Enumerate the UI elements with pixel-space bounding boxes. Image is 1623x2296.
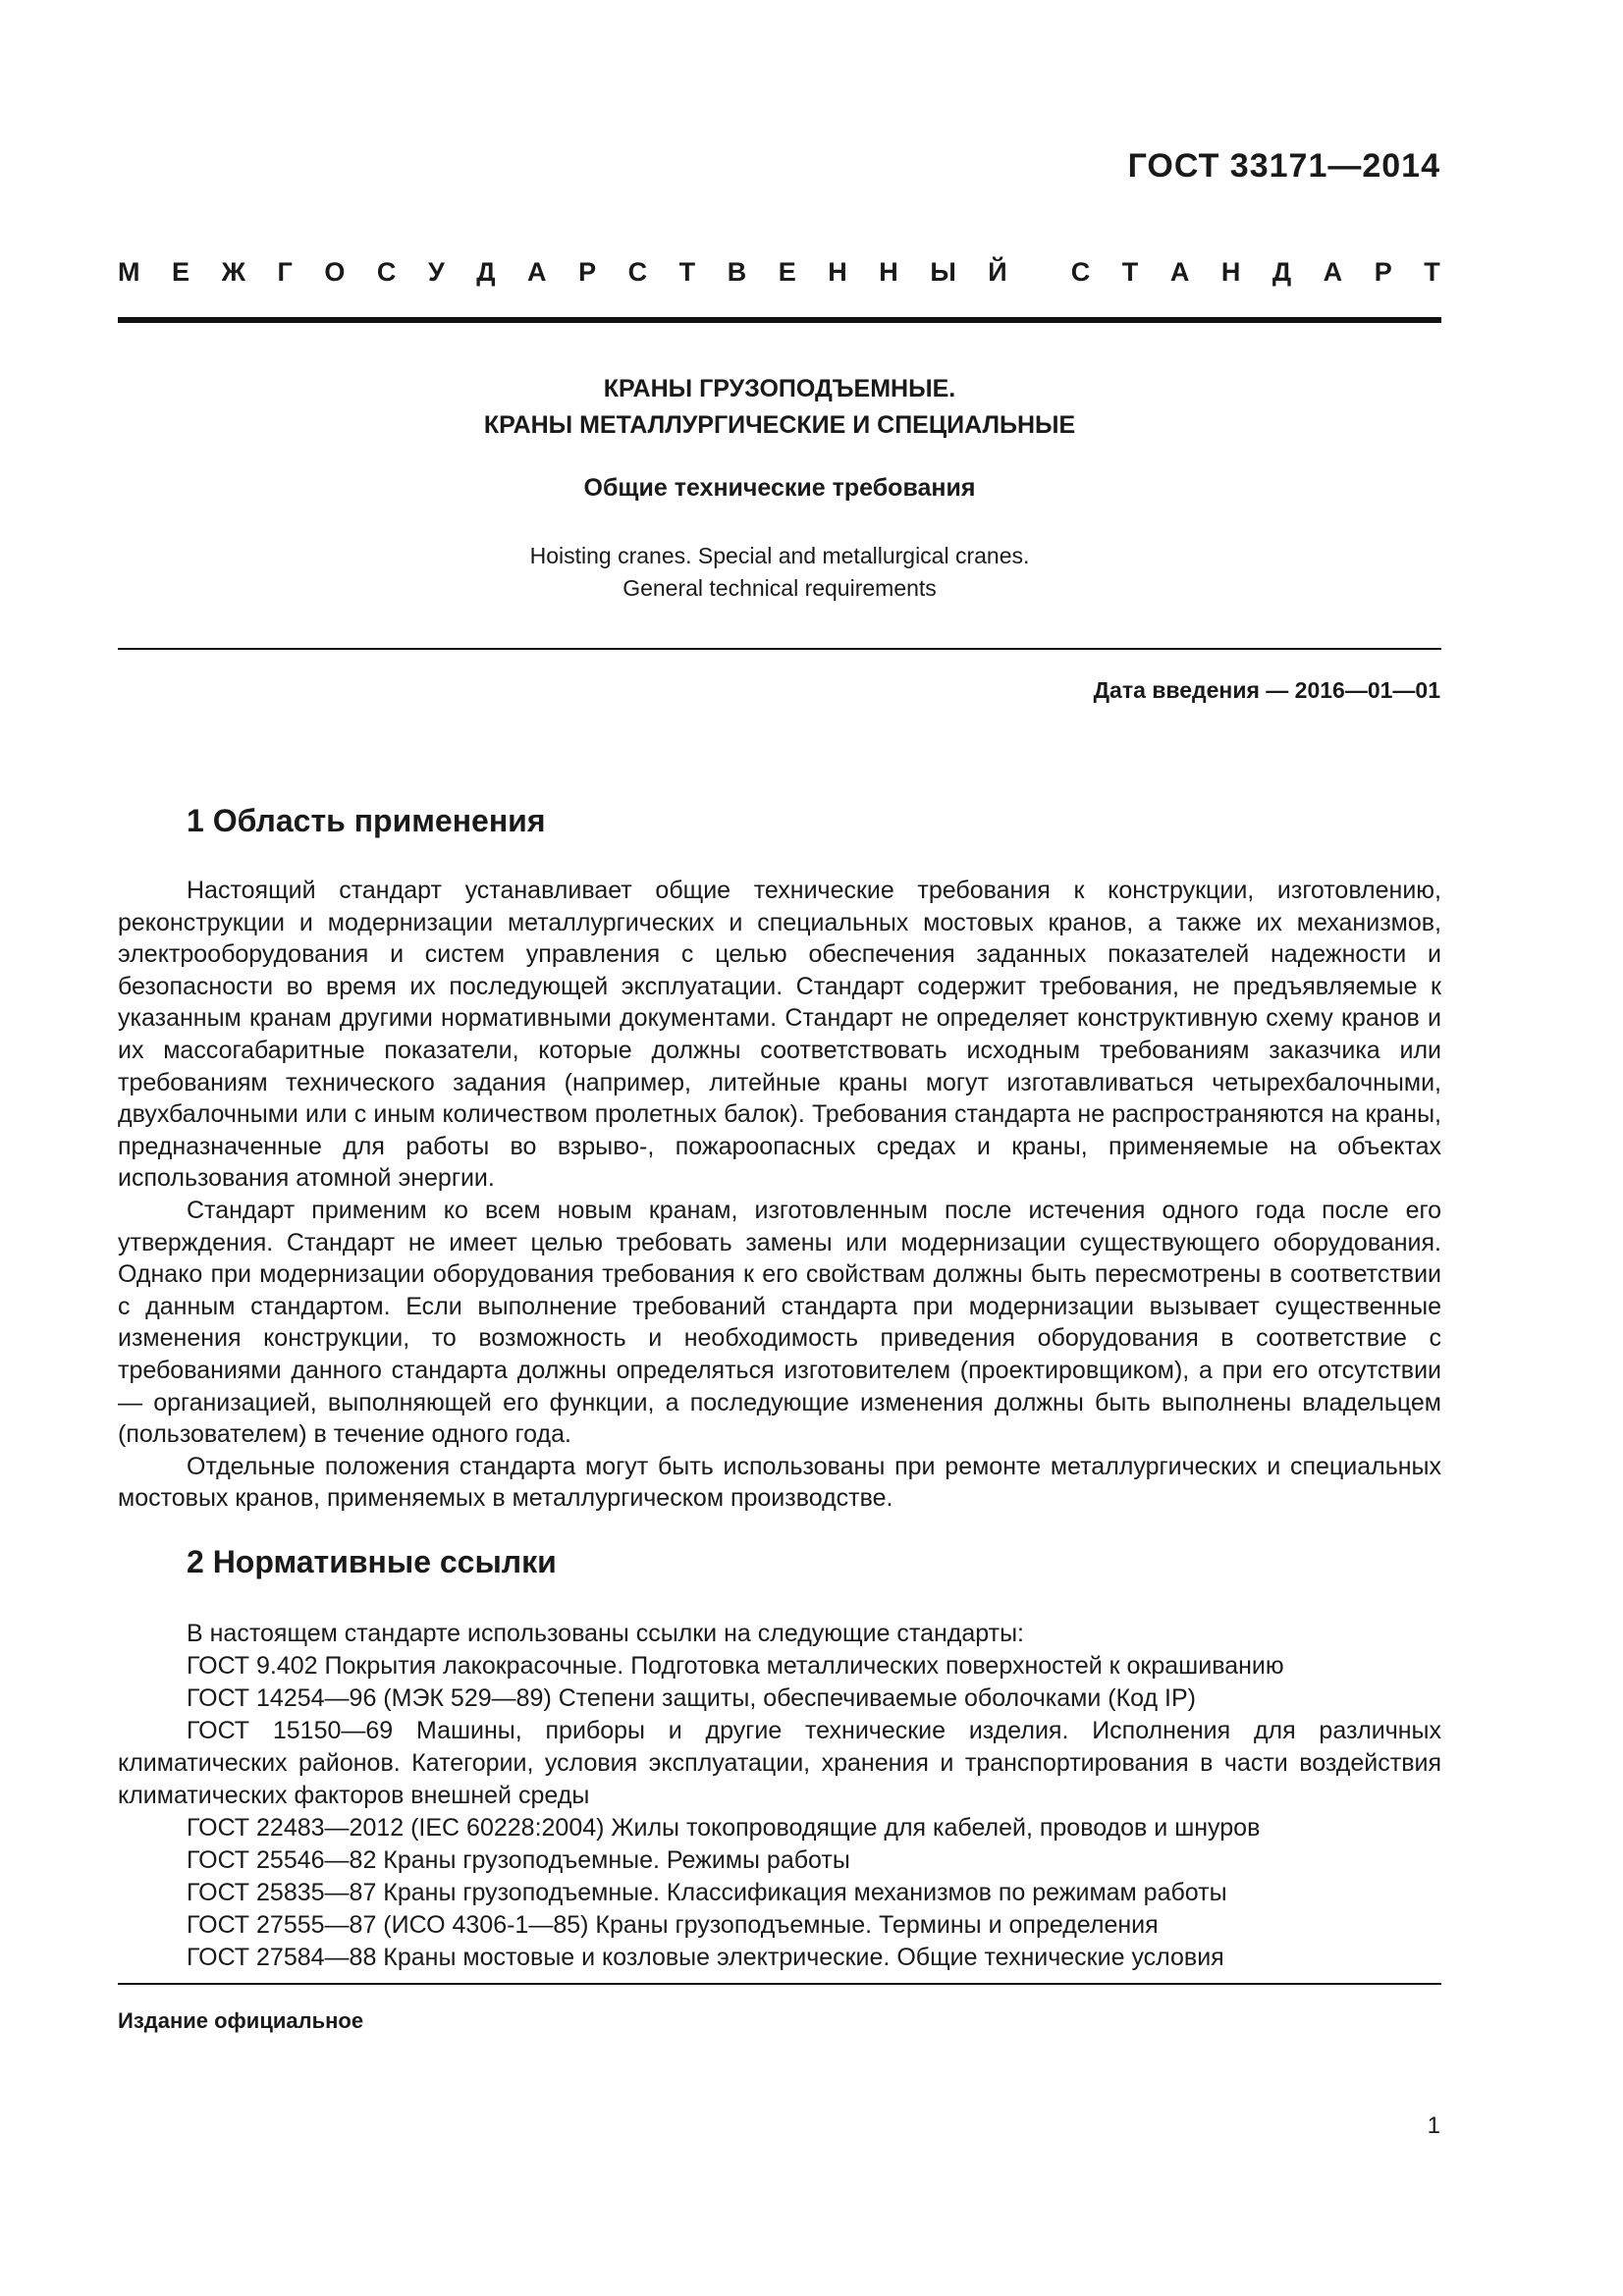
reference-item: ГОСТ 25835—87 Краны грузоподъемные. Классификация механизмов по режимам работы xyxy=(187,1879,1227,1906)
english-title-line-2: General technical requirements xyxy=(622,575,937,601)
footer-divider xyxy=(118,1983,1441,1985)
reference-item: ГОСТ 15150—69 Машины, приборы и другие технические изделия. Исполнения для различных климатических районов. Категории, условия эксплуатации, хранения и транспортирования в части воздействия климатических факторов внешней среды xyxy=(118,1717,1441,1809)
document-subtitle: Общие технические требования xyxy=(583,474,976,502)
reference-item: ГОСТ 14254—96 (МЭК 529—89) Степени защиты, обеспечиваемые оболочками (Код IP) xyxy=(187,1684,1197,1712)
introduction-date: Дата введения — 2016—01—01 xyxy=(1093,677,1440,703)
title-line-2: КРАНЫ МЕТАЛЛУРГИЧЕСКИЕ И СПЕЦИАЛЬНЫЕ xyxy=(483,411,1076,439)
section-2-heading: 2 Нормативные ссылки xyxy=(187,1544,557,1579)
heading-letter: Й xyxy=(988,257,1007,287)
heading-letter: А xyxy=(1323,257,1343,287)
heading-letter: Д xyxy=(1271,257,1292,287)
page-number: 1 xyxy=(1427,2112,1440,2139)
heading-letter: Т xyxy=(1424,257,1440,287)
title-line-1: КРАНЫ ГРУЗОПОДЪЕМНЫЕ. xyxy=(603,375,956,402)
official-edition-note: Издание официальное xyxy=(118,2008,364,2033)
heading-letter: Р xyxy=(578,257,597,287)
heading-letter: У xyxy=(427,257,445,287)
heading-letter: Е xyxy=(778,257,796,287)
reference-item: ГОСТ 22483—2012 (IEC 60228:2004) Жилы токопроводящие для кабелей, проводов и шнуров xyxy=(187,1814,1261,1842)
header-divider-thick xyxy=(118,317,1441,323)
interstate-standard-heading xyxy=(118,257,1440,288)
normative-references-list xyxy=(118,1618,1441,1974)
gost-number: ГОСТ 33171—2014 xyxy=(1127,147,1440,185)
section-1-heading: 1 Область применения xyxy=(187,803,546,838)
english-title xyxy=(118,540,1441,605)
heading-letter: Н xyxy=(879,257,898,287)
reference-item: ГОСТ 25546—82 Краны грузоподъемные. Режимы работы xyxy=(187,1846,850,1874)
heading-letter: М xyxy=(118,257,140,287)
heading-letter: Н xyxy=(1220,257,1241,287)
heading-letter: Т xyxy=(1121,257,1139,287)
reference-item: ГОСТ 9.402 Покрытия лакокрасочные. Подготовка металлических поверхностей к окрашиванию xyxy=(187,1652,1284,1680)
heading-letter: С xyxy=(627,257,648,287)
heading-letter: Ж xyxy=(221,257,245,287)
section-1-body xyxy=(118,875,1441,1515)
reference-item: ГОСТ 27555—87 (ИСО 4306-1—85) Краны грузоподъемные. Термины и определения xyxy=(187,1911,1159,1939)
heading-letter: Е xyxy=(172,257,190,287)
heading-letter: Р xyxy=(1374,257,1392,287)
heading-letter: А xyxy=(527,257,547,287)
paragraph: Отдельные положения стандарта могут быть использованы при ремонте металлургических и специальных мостовых кранов, применяемых в металлургическом производстве. xyxy=(118,1452,1441,1513)
heading-letter: В xyxy=(727,257,747,287)
document-title xyxy=(118,371,1441,444)
paragraph: Настоящий стандарт устанавливает общие технические требования к конструкции, изготовлению, реконструкции и модернизации металлургических и специальных мостовых кранов, а также их механизмов, электрооборудования и систем управления с целью обеспечения заданных показателей надежности и безопасности во время их последующей эксплуатации. Стандарт содержит требования, не предъявляемые к указанным кранам другими нормативными документами. Стандарт не определяет конструктивную схему кранов и их массогабаритные показатели, которые должны соответствовать исходным требованиям заказчика или требованиям технического задания (например, литейные краны могут изготавливаться четырехбалочными, двухбалочными или с иным количеством пролетных балок). Требования стандарта не распространяются на краны, предназначенные для работы во взрыво-, пожароопасных средах и краны, применяемые на объектах использования атомной энергии. xyxy=(118,877,1441,1193)
references-intro: В настоящем стандарте использованы ссылки на следующие стандарты: xyxy=(187,1620,1025,1647)
paragraph: Стандарт применим ко всем новым кранам, изготовленным после истечения одного года после его утверждения. Стандарт не имеет целью требовать замены или модернизации существующего оборудования. Однако при модернизации оборудования требования к его свойствам должны быть пересмотрены в соответствии с данным стандартом. Если выполнение требований стандарта при модернизации вызывает существенные изменения конструкции, то возможность и необходимость приведения оборудования в соответствие с требованиями данного стандарта должны определяться изготовителем (проектировщиком), а при его отсутствии — организацией, выполняющей его функции, а последующие изменения должны быть выполнены владельцем (пользователем) в течение одного года. xyxy=(118,1196,1441,1449)
heading-letter: Ы xyxy=(930,257,956,287)
title-divider xyxy=(118,648,1441,650)
heading-letter: С xyxy=(1070,257,1091,287)
heading-letter: Н xyxy=(828,257,847,287)
heading-letter: О xyxy=(324,257,346,287)
heading-letter: Д xyxy=(476,257,496,287)
heading-letter: Т xyxy=(678,257,696,287)
heading-letter: А xyxy=(1169,257,1190,287)
heading-letter: Г xyxy=(277,257,293,287)
reference-item: ГОСТ 27584—88 Краны мостовые и козловые электрические. Общие технические условия xyxy=(187,1944,1224,1971)
english-title-line-1: Hoisting cranes. Special and metallurgical cranes. xyxy=(529,543,1030,568)
heading-letter: С xyxy=(376,257,397,287)
